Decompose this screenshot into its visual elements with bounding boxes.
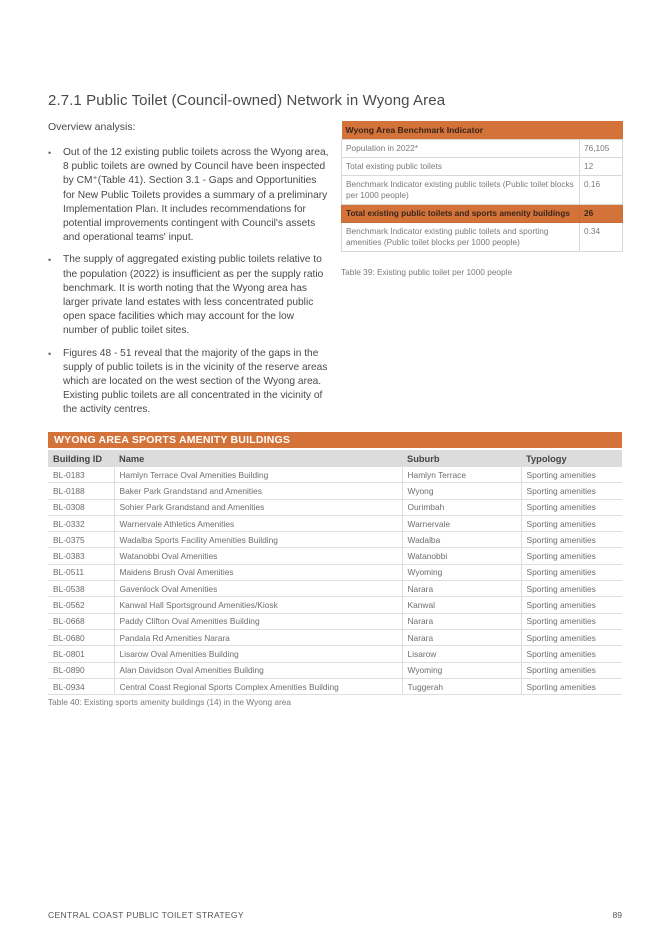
benchmark-label: Population in 2022*: [342, 140, 580, 158]
cell-building-id: BL-0934: [48, 678, 114, 694]
bullet-item: [48, 253, 330, 338]
cell-typology: Sporting amenities: [521, 662, 622, 678]
bullet-icon: •: [48, 348, 52, 359]
sports-table-title: WYONG AREA SPORTS AMENITY BUILDINGS: [48, 432, 622, 448]
cell-building-id: BL-0383: [48, 548, 114, 564]
cell-name: Central Coast Regional Sports Complex Amenities Building: [114, 678, 402, 694]
cell-typology: Sporting amenities: [521, 515, 622, 531]
table-row: [48, 483, 622, 499]
table-row: [48, 548, 622, 564]
benchmark-value: 26: [580, 205, 623, 223]
table-row: [48, 613, 622, 629]
cell-suburb: Wyong: [402, 483, 521, 499]
table-row: [48, 646, 622, 662]
cell-suburb: Tuggerah: [402, 678, 521, 694]
table-row: [48, 581, 622, 597]
cell-typology: Sporting amenities: [521, 483, 622, 499]
cell-name: Pandala Rd Amenities Narara: [114, 629, 402, 645]
benchmark-label: Benchmark Indicator existing public toilets and sporting amenities (Public toilet blocks per 1000 people): [342, 223, 580, 252]
table-row: [48, 678, 622, 694]
column-header: Typology: [521, 450, 622, 467]
cell-suburb: Wyoming: [402, 564, 521, 580]
table-row: [48, 662, 622, 678]
cell-building-id: BL-0183: [48, 467, 114, 483]
benchmark-value: 0.34: [580, 223, 623, 252]
cell-name: Baker Park Grandstand and Amenities: [114, 483, 402, 499]
bullet-text: The supply of aggregated existing public toilets relative to the population (2022) is insufficient as per the supply ratio benchmark. It is worth noting that the Wyong area has larger private land estates with less concentrated public open space facilities which may account for the low number of public toilet sites.: [63, 254, 324, 337]
cell-typology: Sporting amenities: [521, 613, 622, 629]
table-row: [48, 515, 622, 531]
table-row: [48, 597, 622, 613]
page-heading: 2.7.1 Public Toilet (Council-owned) Network in Wyong Area: [48, 92, 446, 109]
cell-name: Gavenlock Oval Amenities: [114, 581, 402, 597]
cell-building-id: BL-0562: [48, 597, 114, 613]
cell-typology: Sporting amenities: [521, 646, 622, 662]
cell-building-id: BL-0375: [48, 532, 114, 548]
benchmark-caption: Table 39: Existing public toilet per 1000 people: [341, 267, 513, 277]
footer-title: CENTRAL COAST PUBLIC TOILET STRATEGY: [48, 910, 244, 920]
cell-building-id: BL-0538: [48, 581, 114, 597]
benchmark-row: [342, 223, 623, 252]
column-header: Building ID: [48, 450, 114, 467]
cell-name: Wadalba Sports Facility Amenities Building: [114, 532, 402, 548]
table-row: [48, 564, 622, 580]
cell-building-id: BL-0801: [48, 646, 114, 662]
cell-typology: Sporting amenities: [521, 532, 622, 548]
benchmark-label: Total existing public toilets and sports amenity buildings: [342, 205, 580, 223]
cell-suburb: Warnervale: [402, 515, 521, 531]
cell-name: Watanobbi Oval Amenities: [114, 548, 402, 564]
cell-name: Lisarow Oval Amenities Building: [114, 646, 402, 662]
cell-suburb: Hamlyn Terrace: [402, 467, 521, 483]
column-header: Name: [114, 450, 402, 467]
cell-suburb: Watanobbi: [402, 548, 521, 564]
benchmark-row-highlight: [342, 205, 623, 223]
page-number: 89: [612, 910, 622, 920]
benchmark-row: [342, 176, 623, 205]
cell-typology: Sporting amenities: [521, 581, 622, 597]
benchmark-row: [342, 158, 623, 176]
bullet-icon: •: [48, 255, 52, 266]
bullet-item: [48, 347, 330, 418]
overview-label: Overview analysis:: [48, 121, 136, 133]
cell-name: Paddy Clifton Oval Amenities Building: [114, 613, 402, 629]
cell-building-id: BL-0511: [48, 564, 114, 580]
cell-typology: Sporting amenities: [521, 678, 622, 694]
benchmark-value: 12: [580, 158, 623, 176]
cell-suburb: Narara: [402, 629, 521, 645]
column-header: Suburb: [402, 450, 521, 467]
cell-building-id: BL-0332: [48, 515, 114, 531]
cell-typology: Sporting amenities: [521, 499, 622, 515]
bullet-item: [48, 146, 330, 245]
cell-typology: Sporting amenities: [521, 629, 622, 645]
table-row: [48, 467, 622, 483]
bullet-list: [48, 146, 330, 426]
cell-name: Kanwal Hall Sportsground Amenities/Kiosk: [114, 597, 402, 613]
cell-name: Maidens Brush Oval Amenities: [114, 564, 402, 580]
sports-table-body: [48, 467, 622, 695]
cell-typology: Sporting amenities: [521, 548, 622, 564]
benchmark-row: [342, 140, 623, 158]
cell-typology: Sporting amenities: [521, 467, 622, 483]
cell-suburb: Narara: [402, 581, 521, 597]
benchmark-title: Wyong Area Benchmark Indicator: [342, 121, 623, 140]
table-row: [48, 499, 622, 515]
benchmark-label: Benchmark Indicator existing public toilets (Public toilet blocks per 1000 people): [342, 176, 580, 205]
benchmark-value: 0.16: [580, 176, 623, 205]
cell-suburb: Wadalba: [402, 532, 521, 548]
bullet-icon: •: [48, 148, 52, 158]
cell-suburb: Narara: [402, 613, 521, 629]
cell-building-id: BL-0668: [48, 613, 114, 629]
cell-typology: Sporting amenities: [521, 597, 622, 613]
cell-building-id: BL-0308: [48, 499, 114, 515]
sports-table: [48, 450, 622, 695]
cell-building-id: BL-0188: [48, 483, 114, 499]
table-row: [48, 532, 622, 548]
sports-header-row: [48, 450, 622, 467]
cell-name: Sohier Park Grandstand and Amenities: [114, 499, 402, 515]
cell-suburb: Lisarow: [402, 646, 521, 662]
cell-building-id: BL-0680: [48, 629, 114, 645]
sports-caption: Table 40: Existing sports amenity buildings (14) in the Wyong area: [48, 697, 291, 707]
benchmark-label: Total existing public toilets: [342, 158, 580, 176]
cell-typology: Sporting amenities: [521, 564, 622, 580]
cell-suburb: Kanwal: [402, 597, 521, 613]
cell-building-id: BL-0890: [48, 662, 114, 678]
cell-name: Hamlyn Terrace Oval Amenities Building: [114, 467, 402, 483]
cell-name: Warnervale Athletics Amenities: [114, 515, 402, 531]
bullet-text: Figures 48 - 51 reveal that the majority of the gaps in the supply of public toilets is in the vicinity of the reserve areas which are located on the west section of the Wyong area. Existing public toilets are all concentrated in the vicinity of the activity centres.: [63, 347, 328, 416]
benchmark-value: 76,105: [580, 140, 623, 158]
cell-name: Alan Davidson Oval Amenities Building: [114, 662, 402, 678]
cell-suburb: Ourimbah: [402, 499, 521, 515]
cell-suburb: Wyoming: [402, 662, 521, 678]
benchmark-table: [341, 121, 623, 252]
bullet-text: Out of the 12 existing public toilets across the Wyong area, 8 public toilets are owned by Council have been inspected by CM⁺(Table 41). Section 3.1 - Gaps and Opportunities for New Public Toilets provides a summary of a preliminary Implementation Plan. It includes recommendations for potential improvements contingent with Council's assets and operational teams' input.: [63, 147, 329, 244]
table-row: [48, 629, 622, 645]
